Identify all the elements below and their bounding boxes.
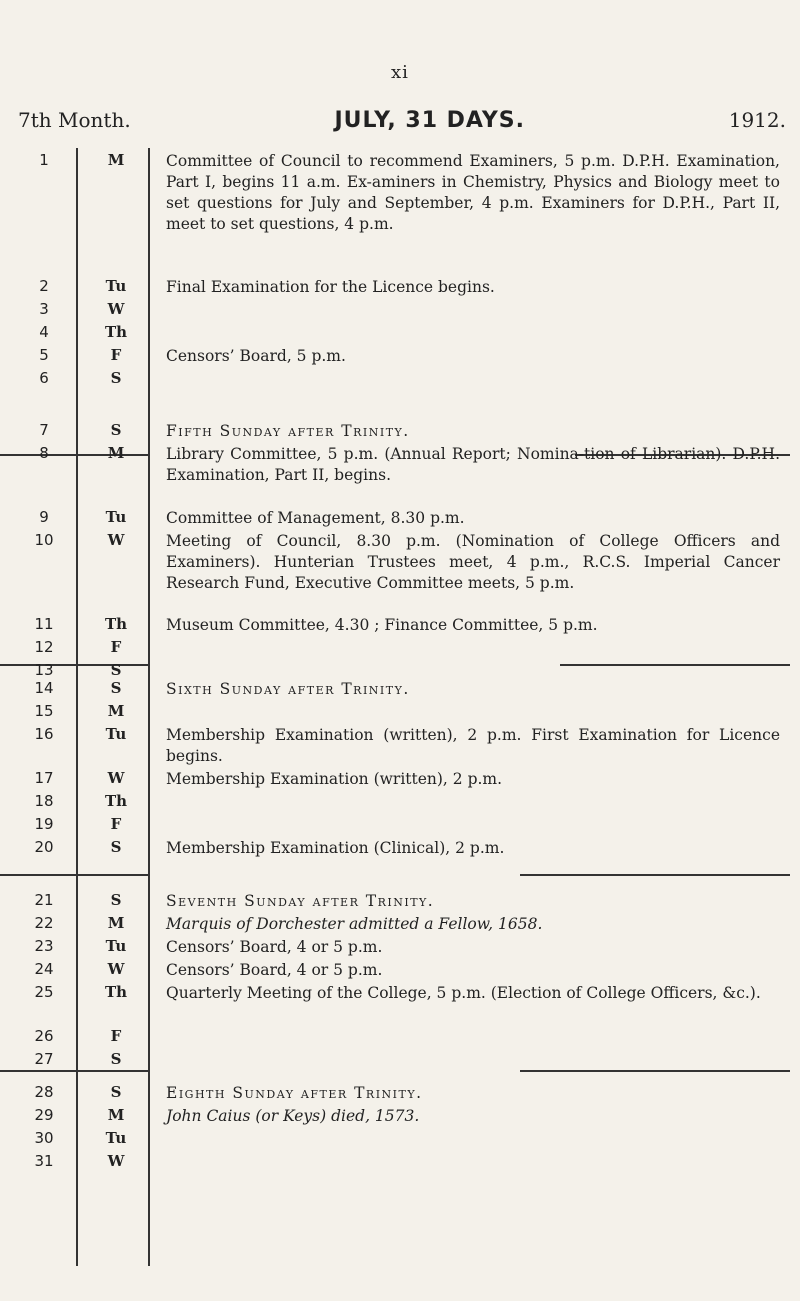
- weekday: Th: [104, 983, 128, 1001]
- weekday: W: [107, 1152, 125, 1170]
- weekday: S: [110, 891, 122, 909]
- weekday: F: [110, 815, 122, 833]
- day-number: 5: [39, 346, 49, 364]
- page-header: [18, 108, 786, 133]
- day-number: 16: [34, 725, 54, 743]
- weekday: S: [110, 838, 122, 856]
- weekday: W: [107, 300, 125, 318]
- day-number: 27: [34, 1050, 54, 1068]
- weekday: Th: [104, 323, 128, 341]
- weekday: S: [110, 421, 122, 439]
- weekday: S: [110, 369, 122, 387]
- calendar-entry: Committee of Council to recommend Examiners, 5 p.m. D.P.H. Examination, Part I, begins 11 a.m. Ex-aminers in Chemistry, Physics and Biology meet to set questions for July and September, 4 p.m. Examiners for D.P.H., Part II, meet to set questions, 4 p.m.: [166, 152, 780, 233]
- weekday: F: [110, 1027, 122, 1045]
- day-number: 1: [39, 151, 49, 169]
- day-number: 29: [34, 1106, 54, 1124]
- day-number: 4: [39, 323, 49, 341]
- weekday: Th: [104, 792, 128, 810]
- day-number: 10: [34, 531, 54, 549]
- weekday: S: [110, 1050, 122, 1068]
- weekday: M: [107, 702, 125, 720]
- calendar-entry: Censors’ Board, 5 p.m.: [166, 347, 346, 365]
- day-row: [0, 699, 800, 723]
- day-number: 2: [39, 277, 49, 295]
- day-row: [0, 1047, 800, 1071]
- calendar-entry: Library Committee, 5 p.m. (Annual Report; Nomina-tion of Librarian). D.P.H. Examination, Part II, begins.: [166, 445, 780, 484]
- day-row: [0, 366, 800, 390]
- week-divider: [520, 874, 790, 876]
- weekday: M: [107, 1106, 125, 1124]
- day-number: 6: [39, 369, 49, 387]
- weekday: W: [107, 960, 125, 978]
- year: 1912.: [728, 108, 786, 132]
- day-number: 22: [34, 914, 54, 932]
- sunday-heading: Eighth Sunday after Trinity.: [166, 1084, 423, 1102]
- calendar-entry: Membership Examination (written), 2 p.m. First Examination for Licence begins.: [166, 726, 780, 765]
- calendar-table: [0, 148, 800, 1266]
- sunday-heading: Fifth Sunday after Trinity.: [166, 422, 410, 440]
- day-number: 14: [34, 679, 54, 697]
- day-number: 9: [39, 508, 49, 526]
- day-number: 28: [34, 1083, 54, 1101]
- day-row: [0, 635, 800, 659]
- day-number: 11: [34, 615, 54, 633]
- sunday-heading: Seventh Sunday after Trinity.: [166, 892, 435, 910]
- day-number: 30: [34, 1129, 54, 1147]
- weekday: Th: [104, 615, 128, 633]
- folio-number: xi: [391, 62, 409, 83]
- calendar-entry: Meeting of Council, 8.30 p.m. (Nomination of College Officers and Examiners). Hunterian Trustees meet, 4 p.m., R.C.S. Imperial Cancer Research Fund, Executive Committee meets, 5 p.m.: [166, 532, 780, 592]
- day-number: 24: [34, 960, 54, 978]
- day-number: 25: [34, 983, 54, 1001]
- weekday: S: [110, 679, 122, 697]
- weekday: W: [107, 769, 125, 787]
- calendar-entry: Final Examination for the Licence begins.: [166, 278, 495, 296]
- day-number: 7: [39, 421, 49, 439]
- calendar-entry: Censors’ Board, 4 or 5 p.m.: [166, 938, 383, 956]
- weekday: F: [110, 638, 122, 656]
- weekday: Tu: [105, 937, 127, 955]
- day-number: 18: [34, 792, 54, 810]
- day-row: [0, 297, 800, 321]
- day-number: 8: [39, 444, 49, 462]
- day-row: [0, 1149, 800, 1173]
- weekday: F: [110, 346, 122, 364]
- day-number: 13: [34, 661, 54, 679]
- day-row: [0, 1024, 800, 1048]
- day-number: 26: [34, 1027, 54, 1045]
- weekday: Tu: [105, 508, 127, 526]
- calendar-entry: Quarterly Meeting of the College, 5 p.m. (Election of College Officers, &c.).: [166, 984, 761, 1002]
- weekday: Tu: [105, 1129, 127, 1147]
- weekday: Tu: [105, 277, 127, 295]
- month-number: 7th Month.: [18, 108, 131, 132]
- weekday: M: [107, 444, 125, 462]
- weekday: Tu: [105, 725, 127, 743]
- weekday: S: [110, 1083, 122, 1101]
- calendar-entry: Committee of Management, 8.30 p.m.: [166, 509, 465, 527]
- calendar-entry: Membership Examination (written), 2 p.m.: [166, 770, 503, 788]
- day-number: 20: [34, 838, 54, 856]
- day-number: 21: [34, 891, 54, 909]
- day-number: 15: [34, 702, 54, 720]
- day-number: 12: [34, 638, 54, 656]
- day-number: 17: [34, 769, 54, 787]
- sunday-heading: Sixth Sunday after Trinity.: [166, 680, 410, 698]
- weekday: S: [110, 661, 122, 679]
- day-row: [0, 812, 800, 836]
- week-divider: [0, 874, 148, 876]
- day-number: 3: [39, 300, 49, 318]
- calendar-entry: John Caius (or Keys) died, 1573.: [166, 1107, 420, 1125]
- day-row: [0, 1126, 800, 1150]
- calendar-entry: Museum Committee, 4.30 ; Finance Committee, 5 p.m.: [166, 616, 598, 634]
- weekday: M: [107, 151, 125, 169]
- day-number: 23: [34, 937, 54, 955]
- weekday: M: [107, 914, 125, 932]
- weekday: W: [107, 531, 125, 549]
- calendar-entry: Censors’ Board, 4 or 5 p.m.: [166, 961, 383, 979]
- day-number: 31: [34, 1152, 54, 1170]
- month-title: JULY, 31 DAYS.: [334, 108, 525, 133]
- day-row: [0, 789, 800, 813]
- day-number: 19: [34, 815, 54, 833]
- calendar-entry: Marquis of Dorchester admitted a Fellow, 1658.: [166, 915, 543, 933]
- calendar-entry: Membership Examination (Clinical), 2 p.m.: [166, 839, 505, 857]
- day-row: [0, 320, 800, 344]
